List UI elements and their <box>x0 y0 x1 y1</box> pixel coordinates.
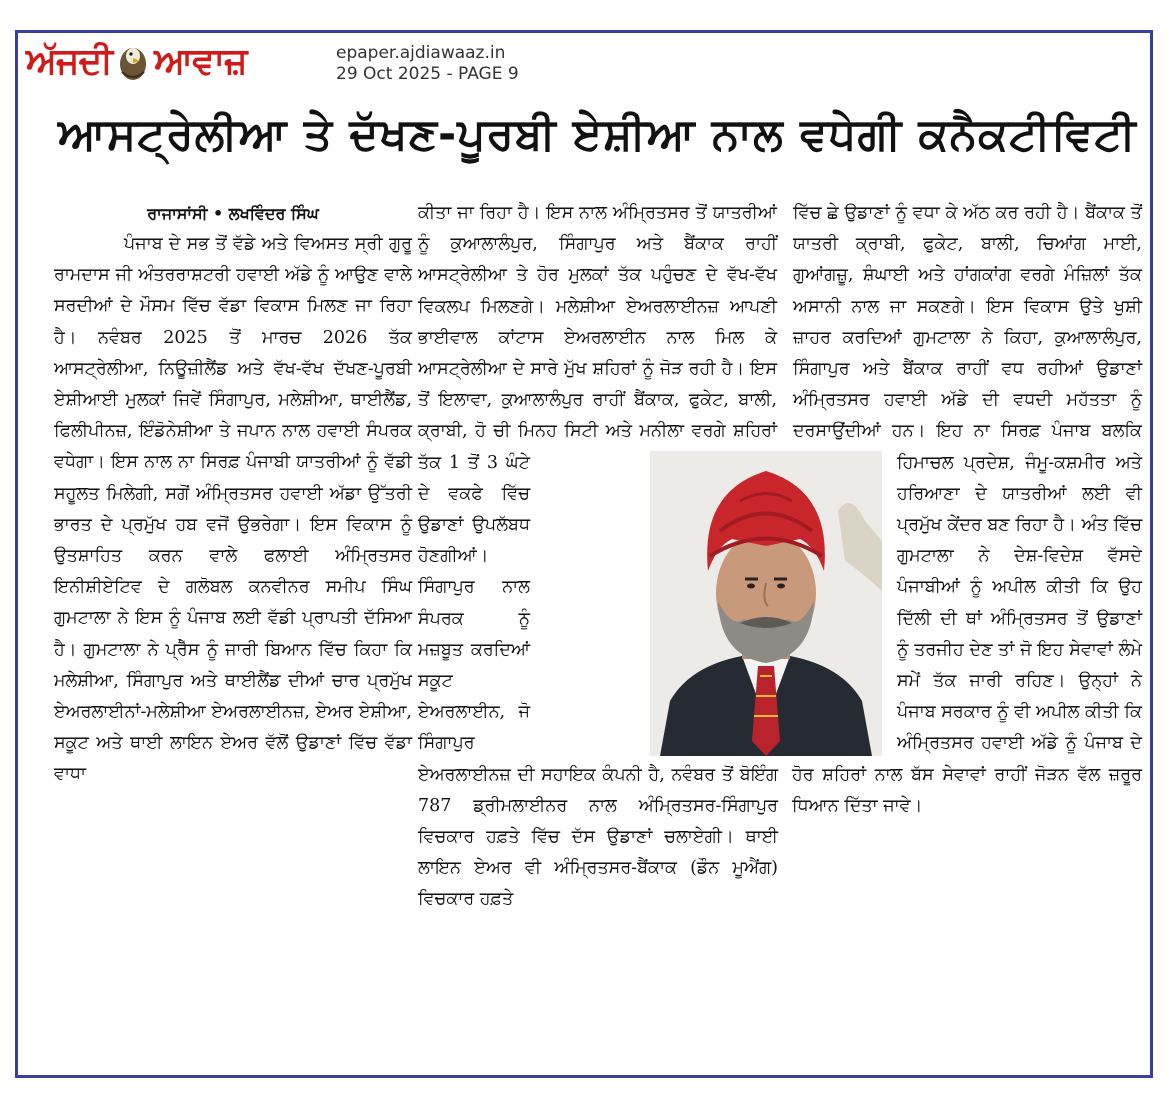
article-byline: ਰਾਜਾਸਾਂਸੀ • ਲਖਵਿੰਦਰ ਸਿੰਘ <box>147 204 319 223</box>
epaper-url[interactable]: epaper.ajdiawaaz.in <box>336 43 506 63</box>
newspaper-clipping <box>15 30 1153 1078</box>
logo-text-left: ਅੱਜਦੀ <box>26 41 113 82</box>
eagle-logo-icon <box>116 42 150 82</box>
logo-text-right: ਆਵਾਜ਼ <box>154 41 247 82</box>
edition-date-page: 29 Oct 2025 - PAGE 9 <box>336 64 519 84</box>
column-1-text: ਪੰਜਾਬ ਦੇ ਸਭ ਤੋਂ ਵੱਡੇ ਅਤੇ ਵਿਅਸਤ ਸ੍ਰੀ ਗੁਰੂ ਰਾਮਦਾਸ ਜੀ ਅੰਤਰਰਾਸ਼ਟਰੀ ਹਵਾਈ ਅੱਡੇ ਨੂੰ ਆਉਣ ਵਾਲੇ ਸਰਦੀਆਂ ਦੇ ਮੌਸਮ ਵਿੱਚ ਵੱਡਾ ਵਿਕਾਸ ਮਿਲਣ ਜਾ ਰਿਹਾ ਹੈ। ਨਵੰਬਰ 2025 ਤੋਂ ਮਾਰਚ 2026 ਤੱਕ ਆਸਟ੍ਰੇਲੀਆ, ਨਿਊਜ਼ੀਲੈਂਡ ਅਤੇ ਵੱਖ-ਵੱਖ ਦੱਖਣ-ਪੂਰਬੀ ਏਸ਼ੀਆਈ ਮੁਲਕਾਂ ਜਿਵੇਂ ਸਿੰਗਾਪੁਰ, ਮਲੇਸ਼ੀਆ, ਥਾਈਲੈਂਡ, ਫਿਲੀਪੀਨਜ਼, ਇੰਡੋਨੇਸ਼ੀਆ ਤੇ ਜਪਾਨ ਨਾਲ ਹਵਾਈ ਸੰਪਰਕ ਵਧੇਗਾ। ਇਸ ਨਾਲ ਨਾ ਸਿਰਫ਼ ਪੰਜਾਬੀ ਯਾਤਰੀਆਂ ਨੂੰ ਵੱਡੀ ਸਹੂਲਤ ਮਿਲੇਗੀ, ਸਗੋਂ ਅੰਮ੍ਰਿਤਸਰ ਹਵਾਈ ਅੱਡਾ ਉੱਤਰੀ ਭਾਰਤ ਦੇ ਪ੍ਰਮੁੱਖ ਹਬ ਵਜੋਂ ਉਭਰੇਗਾ। ਇਸ ਵਿਕਾਸ ਨੂੰ ਉਤਸ਼ਾਹਿਤ ਕਰਨ ਵਾਲੇ ਫਲਾਈ ਅੰਮ੍ਰਿਤਸਰ ਇਨੀਸ਼ੀਏਟਿਵ ਦੇ ਗਲੋਬਲ ਕਨਵੀਨਰ ਸਮੀਪ ਸਿੰਘ ਗੁਮਟਾਲਾ ਨੇ ਇਸ ਨੂੰ ਪੰਜਾਬ ਲਈ ਵੱਡੀ ਪ੍ਰਾਪਤੀ ਦੱਸਿਆ ਹੈ। ਗੁਮਟਾਲਾ ਨੇ ਪ੍ਰੈੱਸ ਨੂੰ ਜਾਰੀ ਬਿਆਨ ਵਿੱਚ ਕਿਹਾ ਕਿ ਮਲੇਸ਼ੀਆ, ਸਿੰਗਾਪੁਰ ਅਤੇ ਥਾਈਲੈਂਡ ਦੀਆਂ ਚਾਰ ਪ੍ਰਮੁੱਖ ਏਅਰਲਾਈਨਾਂ-ਮਲੇਸ਼ੀਆ ਏਅਰਲਾਈਨਜ਼, ਏਅਰ ਏਸ਼ੀਆ, ਸਕੂਟ ਅਤੇ ਥਾਈ ਲਾਇਨ ਏਅਰ ਵੱਲੋਂ ਉਡਾਣਾਂ ਵਿੱਚ ਵੱਡਾ ਵਾਧਾ <box>54 234 412 785</box>
portrait-illustration <box>650 451 882 756</box>
column-3-text: ਵਿੱਚ ਛੇ ਉਡਾਣਾਂ ਨੂੰ ਵਧਾ ਕੇ ਅੱਠ ਕਰ ਰਹੀ ਹੈ। ਬੈਂਕਾਕ ਤੋਂ ਯਾਤਰੀ ਕ੍ਰਾਬੀ, ਫੁਕੇਟ, ਬਾਲੀ, ਚਿਆਂਗ ਮਾਈ, ਗੁਆਂਗਜ਼ੂ, ਸ਼ੰਘਾਈ ਅਤੇ ਹਾਂਗਕਾਂਗ ਵਰਗੇ ਮੰਜ਼ਿਲਾਂ ਤੱਕ ਅਸਾਨੀ ਨਾਲ ਜਾ ਸਕਣਗੇ। ਇਸ ਵਿਕਾਸ ਉਤੇ ਖੁਸ਼ੀ ਜ਼ਾਹਰ ਕਰਦਿਆਂ ਗੁਮਟਾਲਾ ਨੇ ਕਿਹਾ, ਕੁਆਲਾਲੰਪੁਰ, ਸਿੰਗਾਪੁਰ ਅਤੇ ਬੈਂਕਾਕ ਰਾਹੀਂ ਵਧ ਰਹੀਆਂ ਉਡਾਣਾਂ ਅੰਮ੍ਰਿਤਸਰ ਹਵਾਈ ਅੱਡੇ ਦੀ ਵਧਦੀ ਮਹੱਤਤਾ ਨੂੰ ਦਰਸਾਉਂਦੀਆਂ ਹਨ। ਇਹ ਨਾ ਸਿਰਫ਼ ਪੰਜਾਬ ਬਲਕਿ ਹਿਮਾਚਲ ਪ੍ਰਦੇਸ਼, ਜੰਮੂ-ਕਸ਼ਮੀਰ ਅਤੇ ਹਰਿਆਣਾ ਦੇ ਯਾਤਰੀਆਂ ਲਈ ਵੀ ਪ੍ਰਮੁੱਖ ਕੇਂਦਰ ਬਣ ਰਿਹਾ ਹੈ। ਅੰਤ ਵਿੱਚ ਗੁਮਟਾਲਾ ਨੇ ਦੇਸ਼-ਵਿਦੇਸ਼ ਵੱਸਦੇ ਪੰਜਾਬੀਆਂ ਨੂੰ ਅਪੀਲ ਕੀਤੀ ਕਿ ਉਹ ਦਿੱਲੀ ਦੀ ਥਾਂ ਅੰਮ੍ਰਿਤਸਰ ਤੋਂ ਉਡਾਣਾਂ ਨੂੰ ਤਰਜੀਹ ਦੇਣ ਤਾਂ ਜੋ ਇਹ ਸੇਵਾਵਾਂ ਲੰਮੇ ਸਮੇਂ ਤੱਕ ਜਾਰੀ ਰਹਿਣ। ਉਨ੍ਹਾਂ ਨੇ ਪੰਜਾਬ ਸਰਕਾਰ ਨੂੰ ਵੀ ਅਪੀਲ ਕੀਤੀ ਕਿ ਅੰਮ੍ਰਿਤਸਰ ਹਵਾਈ ਅੱਡੇ ਨੂੰ ਪੰਜਾਬ ਦੇ ਹੋਰ ਸ਼ਹਿਰਾਂ ਨਾਲ ਬੱਸ ਸੇਵਾਵਾਂ ਰਾਹੀਂ ਜੋੜਨ ਵੱਲ ਜ਼ਰੂਰ ਧਿਆਨ ਦਿੱਤਾ ਜਾਵੇ। <box>792 203 1142 816</box>
masthead <box>26 39 546 89</box>
article-column-1 <box>54 198 412 791</box>
article-headline: ਆਸਟ੍ਰੇਲੀਆ ਤੇ ਦੱਖਣ-ਪੂਰਬੀ ਏਸ਼ੀਆ ਨਾਲ ਵਧੇਗੀ ਕਨੈਕਟੀਵਿਟੀ <box>58 109 1137 160</box>
column-2-text: ਕੀਤਾ ਜਾ ਰਿਹਾ ਹੈ। ਇਸ ਨਾਲ ਅੰਮ੍ਰਿਤਸਰ ਤੋਂ ਯਾਤਰੀਆਂ ਨੂੰ ਕੁਆਲਾਲੰਪੁਰ, ਸਿੰਗਾਪੁਰ ਅਤੇ ਬੈਂਕਾਕ ਰਾਹੀਂ ਆਸਟ੍ਰੇਲੀਆ ਤੇ ਹੋਰ ਮੁਲਕਾਂ ਤੱਕ ਪਹੁੰਚਣ ਦੇ ਵੱਖ-ਵੱਖ ਵਿਕਲਪ ਮਿਲਣਗੇ। ਮਲੇਸ਼ੀਆ ਏਅਰਲਾਈਨਜ਼ ਆਪਣੀ ਭਾਈਵਾਲ ਕਾਂਟਾਸ ਏਅਰਲਾਈਨ ਨਾਲ ਮਿਲ ਕੇ ਆਸਟ੍ਰੇਲੀਆ ਦੇ ਸਾਰੇ ਮੁੱਖ ਸ਼ਹਿਰਾਂ ਨੂੰ ਜੋੜ ਰਹੀ ਹੈ। ਇਸ ਤੋਂ ਇਲਾਵਾ, ਕੁਆਲਾਲੰਪੁਰ ਰਾਹੀਂ ਬੈਂਕਾਕ, ਫੁਕੇਟ, ਬਾਲੀ, ਕ੍ਰਾਬੀ, ਹੋ ਚੀ ਮਿਨਹ ਸਿਟੀ ਅਤੇ ਮਨੀਲਾ ਵਰਗੇ ਸ਼ਹਿਰਾਂ ਤੱਕ 1 ਤੋਂ 3 ਘੰਟੇ ਦੇ ਵਕਫੇ ਵਿੱਚ ਉਡਾਣਾਂ ਉਪਲੱਬਧ ਹੋਣਗੀਆਂ। ਸਿੰਗਾਪੁਰ ਨਾਲ ਸੰਪਰਕ ਨੂੰ ਮਜ਼ਬੂਤ ਕਰਦਿਆਂ ਸਕੂਟ ਏਅਰਲਾਈਨ, ਜੋ ਸਿੰਗਾਪੁਰ ਏਅਰਲਾਈਨਜ਼ ਦੀ ਸਹਾਇਕ ਕੰਪਨੀ ਹੈ, ਨਵੰਬਰ ਤੋਂ ਬੋਇੰਗ 787 ਡ੍ਰੀਮਲਾਈਨਰ ਨਾਲ ਅੰਮ੍ਰਿਤਸਰ-ਸਿੰਗਾਪੁਰ ਵਿਚਕਾਰ ਹਫ਼ਤੇ ਵਿੱਚ ਦੱਸ ਉਡਾਣਾਂ ਚਲਾਏਗੀ। ਥਾਈ ਲਾਇਨ ਏਅਰ ਵੀ ਅੰਮ੍ਰਿਤਸਰ-ਬੈਂਕਾਕ (ਡੌਨ ਮੂਐਂਗ) ਵਿਚਕਾਰ ਹਫ਼ਤੇ <box>418 203 778 910</box>
newspaper-logo <box>26 39 326 85</box>
portrait-photo <box>650 451 882 756</box>
edition-info <box>336 43 519 85</box>
